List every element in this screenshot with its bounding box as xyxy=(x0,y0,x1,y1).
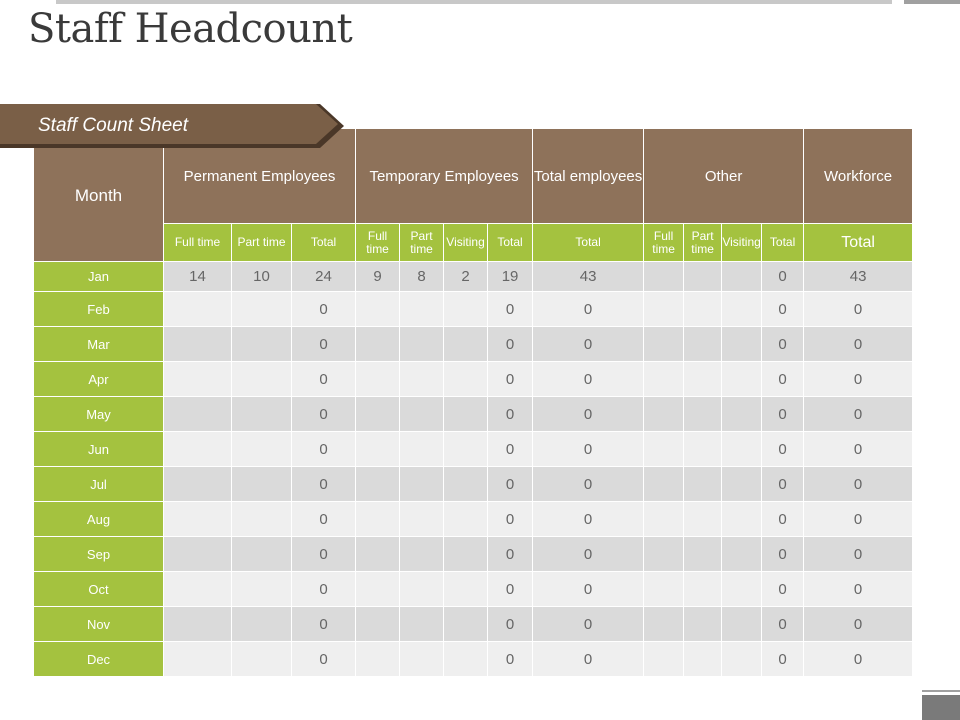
value-cell: 0 xyxy=(488,397,533,432)
value-cell xyxy=(722,642,762,677)
value-cell xyxy=(444,642,488,677)
banner-label: Staff Count Sheet xyxy=(38,115,188,136)
value-cell: 0 xyxy=(804,362,913,397)
value-cell xyxy=(164,362,232,397)
value-cell: 0 xyxy=(292,292,356,327)
temporary-employees-header: Temporary Employees xyxy=(356,129,533,224)
month-cell: Nov xyxy=(34,607,164,642)
value-cell xyxy=(400,327,444,362)
value-cell: 0 xyxy=(804,607,913,642)
value-cell: 0 xyxy=(488,537,533,572)
value-cell xyxy=(644,572,684,607)
value-cell xyxy=(400,607,444,642)
value-cell xyxy=(722,572,762,607)
value-cell: 0 xyxy=(762,572,804,607)
value-cell xyxy=(232,642,292,677)
value-cell xyxy=(444,572,488,607)
value-cell xyxy=(444,607,488,642)
value-cell: 0 xyxy=(804,642,913,677)
value-cell: 0 xyxy=(533,642,644,677)
value-cell xyxy=(232,432,292,467)
value-cell xyxy=(400,432,444,467)
value-cell xyxy=(684,292,722,327)
value-cell xyxy=(232,397,292,432)
value-cell xyxy=(444,362,488,397)
value-cell: 0 xyxy=(292,467,356,502)
subheader-cell: Full time xyxy=(164,224,232,262)
permanent-employees-header: Permanent Employees xyxy=(164,129,356,224)
value-cell: 0 xyxy=(292,537,356,572)
table-row xyxy=(34,572,913,607)
value-cell xyxy=(444,327,488,362)
value-cell xyxy=(400,292,444,327)
table-row xyxy=(34,327,913,362)
month-cell: Jan xyxy=(34,262,164,292)
value-cell xyxy=(400,642,444,677)
value-cell: 2 xyxy=(444,262,488,292)
subheader-cell: Part time xyxy=(232,224,292,262)
value-cell: 0 xyxy=(488,502,533,537)
subheader-cell: Visiting xyxy=(722,224,762,262)
month-cell: Aug xyxy=(34,502,164,537)
value-cell: 0 xyxy=(533,502,644,537)
value-cell: 24 xyxy=(292,262,356,292)
value-cell: 8 xyxy=(400,262,444,292)
value-cell: 0 xyxy=(533,397,644,432)
value-cell xyxy=(444,432,488,467)
table-row xyxy=(34,467,913,502)
subheader-cell: Total xyxy=(292,224,356,262)
value-cell: 0 xyxy=(804,292,913,327)
value-cell xyxy=(684,262,722,292)
value-cell xyxy=(164,327,232,362)
value-cell: 19 xyxy=(488,262,533,292)
value-cell: 0 xyxy=(533,327,644,362)
value-cell xyxy=(722,467,762,502)
table-row xyxy=(34,362,913,397)
value-cell: 0 xyxy=(804,467,913,502)
value-cell: 0 xyxy=(488,292,533,327)
value-cell xyxy=(644,607,684,642)
value-cell: 0 xyxy=(292,327,356,362)
value-cell: 0 xyxy=(762,327,804,362)
value-cell xyxy=(400,467,444,502)
value-cell xyxy=(684,432,722,467)
value-cell xyxy=(722,432,762,467)
value-cell: 0 xyxy=(804,397,913,432)
table-row xyxy=(34,432,913,467)
value-cell xyxy=(684,467,722,502)
value-cell: 0 xyxy=(762,467,804,502)
value-cell xyxy=(444,537,488,572)
table-row xyxy=(34,397,913,432)
value-cell: 9 xyxy=(356,262,400,292)
value-cell xyxy=(684,502,722,537)
value-cell: 0 xyxy=(762,262,804,292)
value-cell xyxy=(232,502,292,537)
value-cell: 0 xyxy=(762,362,804,397)
table-row xyxy=(34,607,913,642)
value-cell xyxy=(722,537,762,572)
value-cell: 0 xyxy=(762,607,804,642)
value-cell xyxy=(400,397,444,432)
value-cell: 0 xyxy=(804,327,913,362)
top-divider-accent xyxy=(904,0,960,4)
value-cell: 0 xyxy=(533,537,644,572)
month-cell: Feb xyxy=(34,292,164,327)
value-cell xyxy=(644,262,684,292)
workforce-header: Workforce xyxy=(804,129,913,224)
value-cell xyxy=(644,292,684,327)
value-cell xyxy=(164,537,232,572)
table-row xyxy=(34,642,913,677)
value-cell xyxy=(356,432,400,467)
month-cell: Sep xyxy=(34,537,164,572)
value-cell: 0 xyxy=(762,397,804,432)
value-cell xyxy=(722,607,762,642)
value-cell xyxy=(356,642,400,677)
value-cell: 0 xyxy=(292,362,356,397)
month-cell: Dec xyxy=(34,642,164,677)
subheader-cell: Total xyxy=(804,224,913,262)
subheader-cell: Part time xyxy=(400,224,444,262)
value-cell xyxy=(232,292,292,327)
value-cell xyxy=(684,642,722,677)
value-cell xyxy=(356,467,400,502)
value-cell xyxy=(722,397,762,432)
value-cell xyxy=(164,502,232,537)
value-cell: 0 xyxy=(488,607,533,642)
subheader-cell: Full time xyxy=(356,224,400,262)
month-cell: Oct xyxy=(34,572,164,607)
value-cell xyxy=(684,572,722,607)
subheader-row xyxy=(34,224,913,262)
value-cell: 0 xyxy=(292,642,356,677)
value-cell: 0 xyxy=(762,502,804,537)
value-cell: 0 xyxy=(762,432,804,467)
value-cell xyxy=(232,327,292,362)
table-row xyxy=(34,502,913,537)
value-cell xyxy=(722,262,762,292)
value-cell xyxy=(232,537,292,572)
value-cell: 0 xyxy=(488,327,533,362)
value-cell: 0 xyxy=(533,572,644,607)
total-employees-header: Total employees xyxy=(533,129,644,224)
value-cell: 0 xyxy=(292,397,356,432)
value-cell xyxy=(400,572,444,607)
value-cell xyxy=(356,502,400,537)
value-cell xyxy=(232,607,292,642)
value-cell xyxy=(644,327,684,362)
value-cell: 0 xyxy=(292,607,356,642)
value-cell xyxy=(722,292,762,327)
table-row xyxy=(34,292,913,327)
value-cell xyxy=(164,292,232,327)
value-cell: 0 xyxy=(488,572,533,607)
value-cell: 0 xyxy=(804,572,913,607)
value-cell xyxy=(356,327,400,362)
value-cell xyxy=(356,397,400,432)
value-cell xyxy=(684,537,722,572)
value-cell xyxy=(164,607,232,642)
month-cell: Jun xyxy=(34,432,164,467)
value-cell: 43 xyxy=(533,262,644,292)
value-cell xyxy=(644,467,684,502)
value-cell xyxy=(444,467,488,502)
page-title: Staff Headcount xyxy=(28,6,353,52)
value-cell: 0 xyxy=(292,572,356,607)
value-cell: 0 xyxy=(488,432,533,467)
subheader-cell: Full time xyxy=(644,224,684,262)
month-cell: Jul xyxy=(34,467,164,502)
value-cell: 0 xyxy=(533,432,644,467)
value-cell xyxy=(684,607,722,642)
value-cell xyxy=(400,502,444,537)
value-cell xyxy=(722,327,762,362)
subheader-cell: Part time xyxy=(684,224,722,262)
value-cell xyxy=(232,572,292,607)
value-cell: 0 xyxy=(488,362,533,397)
value-cell xyxy=(164,397,232,432)
value-cell: 0 xyxy=(292,432,356,467)
value-cell xyxy=(644,502,684,537)
value-cell: 0 xyxy=(533,292,644,327)
value-cell xyxy=(400,362,444,397)
value-cell xyxy=(444,397,488,432)
table-row xyxy=(34,262,913,292)
bottom-accent-block xyxy=(922,695,960,720)
value-cell: 0 xyxy=(762,537,804,572)
value-cell: 0 xyxy=(762,292,804,327)
value-cell: 0 xyxy=(762,642,804,677)
value-cell xyxy=(644,537,684,572)
bottom-accent-line xyxy=(922,690,960,692)
value-cell: 0 xyxy=(533,362,644,397)
value-cell xyxy=(722,502,762,537)
value-cell xyxy=(356,572,400,607)
value-cell xyxy=(164,572,232,607)
value-cell xyxy=(684,362,722,397)
subheader-cell: Total xyxy=(533,224,644,262)
month-cell: May xyxy=(34,397,164,432)
value-cell: 14 xyxy=(164,262,232,292)
month-cell: Mar xyxy=(34,327,164,362)
value-cell: 0 xyxy=(488,642,533,677)
month-header: Month xyxy=(34,129,164,262)
value-cell xyxy=(722,362,762,397)
value-cell: 10 xyxy=(232,262,292,292)
value-cell xyxy=(644,397,684,432)
other-header: Other xyxy=(644,129,804,224)
subheader-cell: Visiting xyxy=(444,224,488,262)
value-cell: 0 xyxy=(533,607,644,642)
value-cell xyxy=(164,467,232,502)
value-cell xyxy=(356,607,400,642)
value-cell xyxy=(232,467,292,502)
value-cell xyxy=(684,327,722,362)
value-cell xyxy=(444,292,488,327)
table-row xyxy=(34,537,913,572)
value-cell xyxy=(356,292,400,327)
value-cell xyxy=(164,432,232,467)
value-cell xyxy=(644,432,684,467)
value-cell xyxy=(684,397,722,432)
staff-count-sheet-banner xyxy=(0,104,352,150)
value-cell xyxy=(400,537,444,572)
value-cell: 43 xyxy=(804,262,913,292)
value-cell: 0 xyxy=(292,502,356,537)
subheader-cell: Total xyxy=(762,224,804,262)
value-cell xyxy=(164,642,232,677)
staff-count-table xyxy=(33,128,913,677)
value-cell: 0 xyxy=(488,467,533,502)
value-cell xyxy=(644,642,684,677)
value-cell xyxy=(356,362,400,397)
value-cell: 0 xyxy=(804,537,913,572)
value-cell: 0 xyxy=(533,467,644,502)
value-cell xyxy=(644,362,684,397)
value-cell: 0 xyxy=(804,502,913,537)
value-cell xyxy=(356,537,400,572)
month-cell: Apr xyxy=(34,362,164,397)
subheader-cell: Total xyxy=(488,224,533,262)
value-cell: 0 xyxy=(804,432,913,467)
top-divider xyxy=(56,0,892,4)
value-cell xyxy=(232,362,292,397)
value-cell xyxy=(444,502,488,537)
